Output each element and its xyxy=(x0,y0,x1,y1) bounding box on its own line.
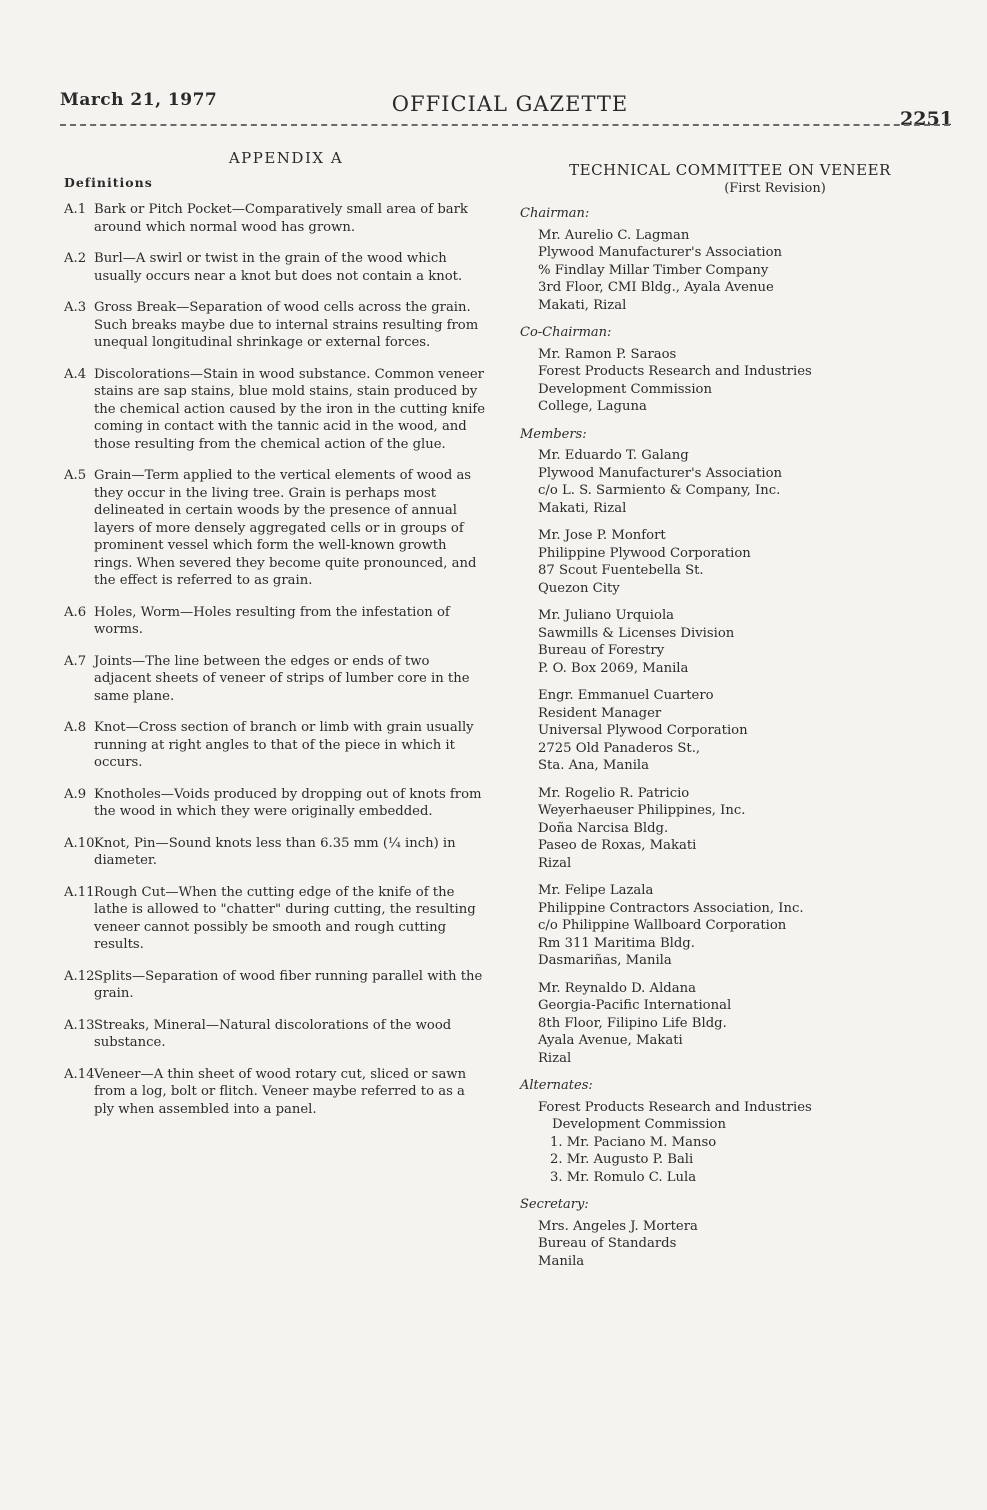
person-line: Georgia-Pacific International xyxy=(538,998,732,1013)
alternates-block xyxy=(520,1099,940,1187)
definition-number: A.4 xyxy=(64,366,87,382)
person-line: College, Laguna xyxy=(538,399,647,414)
person-line: Mr. Ramon P. Saraos xyxy=(538,346,677,362)
committee-column xyxy=(520,162,940,1280)
person-line: Philippine Plywood Corporation xyxy=(538,545,751,561)
person-line: Plywood Manufacturer's Association xyxy=(538,245,783,260)
chairman-label: Chairman: xyxy=(520,206,590,221)
secretary-block xyxy=(520,1218,940,1271)
person-line: Rm 311 Maritima Bldg. xyxy=(538,935,695,951)
person-line: Development Commission xyxy=(538,381,712,397)
person-line: Weyerhaeuser Philippines, Inc. xyxy=(538,803,746,818)
definition-item xyxy=(64,719,488,772)
definition-item xyxy=(64,653,488,706)
alternates-org-line: Development Commission xyxy=(552,1117,726,1132)
definition-number: A.5 xyxy=(64,468,87,483)
definition-text: Grain—Term applied to the vertical elements of wood as they occur in the living tree. Grain is perhaps most delineated in certain woods by the presence of annual layers of more densely aggregated cells or in groups of prominent vessel which form the well-known growth rings. When severed they become quite pronounced, and the effect is referred to as grain. xyxy=(94,468,477,588)
person-line: Bureau of Forestry xyxy=(538,643,665,658)
definition-text: Burl—A swirl or twist in the grain of the wood which usually occurs near a knot but does not contain a knot. xyxy=(94,251,463,284)
header-rule xyxy=(60,124,950,126)
definition-item xyxy=(64,968,488,1003)
definition-text: Streaks, Mineral—Natural discolorations of the wood substance. xyxy=(94,1017,452,1050)
chairman-block xyxy=(520,227,940,315)
definition-text: Holes, Worm—Holes resulting from the infestation of worms. xyxy=(94,604,450,637)
definition-text: Gross Break—Separation of wood cells across the grain. Such breaks maybe due to internal strains resulting from unequal longitudinal shrinkage or external forces. xyxy=(94,300,479,350)
member-block xyxy=(520,785,940,873)
person-line: Mr. Rogelio R. Patricio xyxy=(538,785,690,801)
person-line: P. O. Box 2069, Manila xyxy=(538,660,689,676)
definition-text: Splits—Separation of wood fiber running parallel with the grain. xyxy=(94,968,483,1001)
person-line: 8th Floor, Filipino Life Bldg. xyxy=(538,1015,727,1031)
member-block xyxy=(520,607,940,677)
person-line: Makati, Rizal xyxy=(538,297,627,313)
person-line: Engr. Emmanuel Cuartero xyxy=(538,688,714,703)
person-line: Manila xyxy=(538,1253,585,1269)
person-line: 2725 Old Panaderos St., xyxy=(538,740,701,756)
person-line: Ayala Avenue, Makati xyxy=(538,1033,683,1048)
person-line: Rizal xyxy=(538,1050,572,1066)
members-label: Members: xyxy=(520,426,587,442)
person-line: c/o Philippine Wallboard Corporation xyxy=(538,918,787,933)
definition-number: A.9 xyxy=(64,786,87,802)
person-line: Philippine Contractors Association, Inc. xyxy=(538,900,804,916)
person-line: Mr. Juliano Urquiola xyxy=(538,608,675,623)
committee-title: TECHNICAL COMMITTEE ON VENEER xyxy=(569,161,891,179)
alternate-item: 1. Mr. Paciano M. Manso xyxy=(550,1134,717,1150)
alternates-org-line: Forest Products Research and Industries xyxy=(538,1099,812,1115)
member-block xyxy=(520,527,940,597)
definition-text: Discolorations—Stain in wood substance. Common veneer stains are sap stains, blue mold stains, stain produced by the chemical action caused by the iron in the cutting knife coming in contact with the tannic acid in the wood, and those resulting from the chemical action of the glue. xyxy=(94,366,486,452)
definition-text: Knot—Cross section of branch or limb with grain usually running at right angles to that of the piece in which it occurs. xyxy=(94,720,474,770)
definition-item xyxy=(64,1017,488,1052)
definitions-heading: Definitions xyxy=(64,174,153,190)
definition-text: Joints—The line between the edges or ends of two adjacent sheets of veneer of strips of lumber core in the same plane. xyxy=(94,653,470,704)
person-line: Mr. Reynaldo D. Aldana xyxy=(538,980,696,996)
person-line: 87 Scout Fuentebella St. xyxy=(538,563,704,578)
committee-subtitle: (First Revision) xyxy=(724,180,826,196)
person-line: % Findlay Millar Timber Company xyxy=(538,262,769,278)
definition-number: A.8 xyxy=(64,720,87,735)
definition-text: Veneer—A thin sheet of wood rotary cut, sliced or sawn from a log, bolt or flitch. Veneer maybe referred to as a ply when assembled into a panel. xyxy=(94,1066,467,1117)
definition-item xyxy=(64,201,488,236)
member-block xyxy=(520,980,940,1068)
alternates-label: Alternates: xyxy=(520,1078,593,1093)
definition-number: A.11 xyxy=(64,884,95,900)
person-line: 3rd Floor, CMI Bldg., Ayala Avenue xyxy=(538,280,774,295)
definition-item xyxy=(64,884,488,954)
person-line: Paseo de Roxas, Makati xyxy=(538,838,697,853)
person-line: Sawmills & Licenses Division xyxy=(538,625,735,641)
person-line: Resident Manager xyxy=(538,705,662,721)
definition-number: A.14 xyxy=(64,1066,95,1082)
definition-number: A.1 xyxy=(64,202,87,217)
person-line: Mr. Jose P. Monfort xyxy=(538,528,666,543)
definition-item xyxy=(64,835,488,870)
definition-item xyxy=(64,299,488,352)
person-line: Mr. Felipe Lazala xyxy=(538,883,654,898)
person-line: c/o L. S. Sarmiento & Company, Inc. xyxy=(538,483,781,498)
cochairman-block xyxy=(520,346,940,416)
definition-number: A.7 xyxy=(64,653,87,669)
member-block xyxy=(520,687,940,775)
member-block xyxy=(520,882,940,970)
person-line: Mr. Aurelio C. Lagman xyxy=(538,227,690,243)
member-block xyxy=(520,447,940,517)
person-line: Doña Narcisa Bldg. xyxy=(538,820,669,836)
person-line: Forest Products Research and Industries xyxy=(538,364,812,379)
person-line: Sta. Ana, Manila xyxy=(538,758,649,773)
definition-item xyxy=(64,250,488,285)
definition-number: A.10 xyxy=(64,835,95,851)
definition-number: A.6 xyxy=(64,604,87,620)
person-line: Mrs. Angeles J. Mortera xyxy=(538,1218,698,1234)
definition-number: A.13 xyxy=(64,1017,95,1033)
definition-number: A.2 xyxy=(64,251,87,266)
appendix-title: APPENDIX A xyxy=(228,149,344,167)
definition-item xyxy=(64,1066,488,1119)
definition-item xyxy=(64,604,488,639)
appendix-column xyxy=(64,150,488,1132)
definition-text: Knot, Pin—Sound knots less than 6.35 mm (¼ inch) in diameter. xyxy=(94,835,456,868)
secretary-label: Secretary: xyxy=(520,1197,589,1212)
person-line: Bureau of Standards xyxy=(538,1236,677,1251)
page-number: 2251 xyxy=(900,108,953,130)
person-line: Quezon City xyxy=(538,580,620,596)
definition-item xyxy=(64,467,488,590)
definition-item xyxy=(64,366,488,454)
person-line: Universal Plywood Corporation xyxy=(538,723,748,738)
definition-text: Rough Cut—When the cutting edge of the knife of the lathe is allowed to "chatter" during cutting, the resulting veneer cannot possibly be smooth and rough cutting results. xyxy=(94,884,476,952)
person-line: Mr. Eduardo T. Galang xyxy=(538,448,689,463)
cochairman-label: Co-Chairman: xyxy=(520,325,612,340)
publication-title: OFFICIAL GAZETTE xyxy=(391,92,629,116)
person-line: Plywood Manufacturer's Association xyxy=(538,465,783,481)
alternate-item: 2. Mr. Augusto P. Bali xyxy=(550,1152,694,1167)
person-line: Dasmariñas, Manila xyxy=(538,953,672,968)
person-line: Makati, Rizal xyxy=(538,500,627,516)
definition-number: A.3 xyxy=(64,300,87,315)
issue-date: March 21, 1977 xyxy=(60,90,218,110)
definition-number: A.12 xyxy=(64,968,95,984)
definition-text: Knotholes—Voids produced by dropping out of knots from the wood in which they were originally embedded. xyxy=(94,786,482,819)
definition-item xyxy=(64,786,488,821)
alternate-item: 3. Mr. Romulo C. Lula xyxy=(550,1169,697,1185)
person-line: Rizal xyxy=(538,855,572,871)
definition-text: Bark or Pitch Pocket—Comparatively small area of bark around which normal wood has grown. xyxy=(94,202,468,235)
